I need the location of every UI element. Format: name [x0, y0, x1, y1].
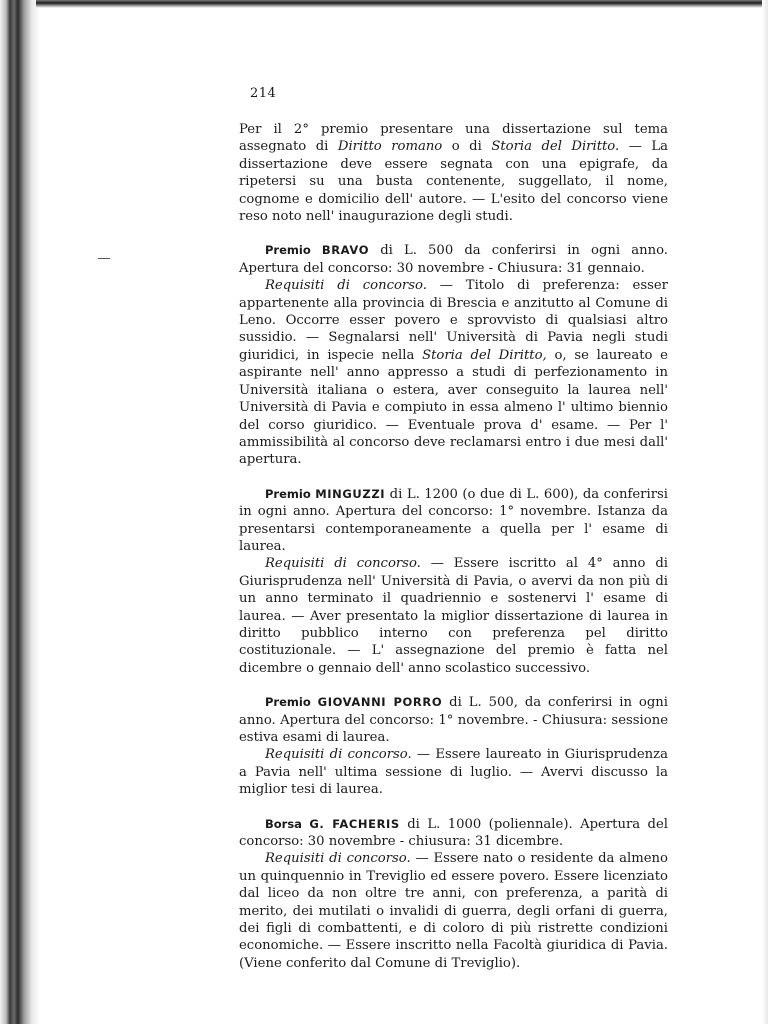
facheris-description: di L. 1000 (poliennale). Apertura del concorso: 30 novembre - chiusura: 31 dicembre.	[239, 816, 668, 850]
scan-binding-edge	[0, 0, 40, 1024]
scan-right-edge	[762, 0, 768, 1024]
minguzzi-kind: Premio	[265, 486, 311, 501]
minguzzi-description: di L. 1200 (o due di L. 600), da conferirsi in ogni anno. Apertura del concorso: 1° novembre. Istanza da presentarsi contemporaneamente a quella per l' esame di laurea.	[239, 486, 668, 554]
minguzzi-name: MINGUZZI	[315, 486, 386, 501]
facheris-requirements: Requisiti di concorso. — Essere nato o residente da almeno un quinquennio in Treviglio ed essere povero. Essere licenziato dal liceo da non oltre tre anni, con preferenza, a parità di merito, dei mutilati o invalidi di guerra, degli orfani di guerra, dei figli di combattenti, e di coloro di più ristrette condizioni economiche. — Essere inscritto nella Facoltà giuridica di Pavia. (Viene conferito dal Comune di Treviglio).	[239, 851, 668, 971]
page-number: 214	[250, 86, 277, 101]
facheris-heading-paragraph	[239, 816, 668, 851]
porro-requirements: Requisiti di concorso. — Essere laureato in Giurisprudenza a Pavia nell' ultima sessione di luglio. — Avervi discusso la miglior tesi di laurea.	[239, 747, 668, 798]
porro-description: di L. 500, da conferirsi in ogni anno. Apertura del concorso: 1° novembre. - Chiusura: sessione estiva esami di laurea.	[239, 695, 668, 745]
bravo-heading-paragraph	[239, 242, 668, 277]
margin-mark	[98, 258, 110, 259]
porro-kind: Premio	[265, 695, 311, 710]
minguzzi-heading-paragraph	[239, 486, 668, 556]
porro-name: GIOVANNI PORRO	[317, 695, 443, 710]
porro-heading-paragraph	[239, 694, 668, 746]
bravo-requirements: Requisiti di concorso. — Titolo di preferenza: esser appartenente alla provincia di Brescia e anzitutto al Comune di Leno. Occorre esser povero e sprovvisto di qualsiasi altro sussidio. — Segnalarsi nell' Università di Pavia negli studi giuridici, in ispecie nella Storia del Diritto, o, se laureato e aspirante nell' anno appresso a studi di perfezionamento in Università italiana o estera, aver conseguito la laurea nell' Università di Pavia e compiuto in essa almeno l' ultimo biennio del corso giuridico. — Eventuale prova d' esame. — Per l' ammissibilità al concorso deve reclamarsi entro i due mesi dall' apertura.	[239, 278, 668, 468]
bravo-kind: Premio	[265, 243, 311, 258]
facheris-name: G. FACHERIS	[309, 816, 400, 831]
scan-top-edge	[36, 0, 768, 8]
page-body	[239, 121, 668, 972]
bravo-description: di L. 500 da conferirsi in ogni anno. Apertura del concorso: 30 novembre - Chiusura: 31 gennaio.	[239, 243, 668, 276]
intro-paragraph: Per il 2° premio presentare una dissertazione sul tema assegnato di Diritto romano o di Storia del Diritto. — La dissertazione deve essere segnata con una epigrafe, da ripetersi su una busta contenente, suggellato, il nome, cognome e domicilio dell' autore. — L'esito del concorso viene reso noto nell' inaugurazione degli studi.	[239, 122, 668, 225]
bravo-name: BRAVO	[321, 243, 370, 258]
minguzzi-requirements: Requisiti di concorso. — Essere iscritto al 4° anno di Giurisprudenza nell' Università di Pavia, o avervi da non più di un anno terminato il quadriennio e sostenervi l' esame di laurea. — Aver presentato la miglior dissertazione di laurea in diritto pubblico interno con preferenza pel diritto costituzionale. — L' assegnazione del premio è fatta nel dicembre o gennaio dell' anno scolastico successivo.	[239, 556, 668, 676]
facheris-kind: Borsa	[265, 816, 302, 831]
